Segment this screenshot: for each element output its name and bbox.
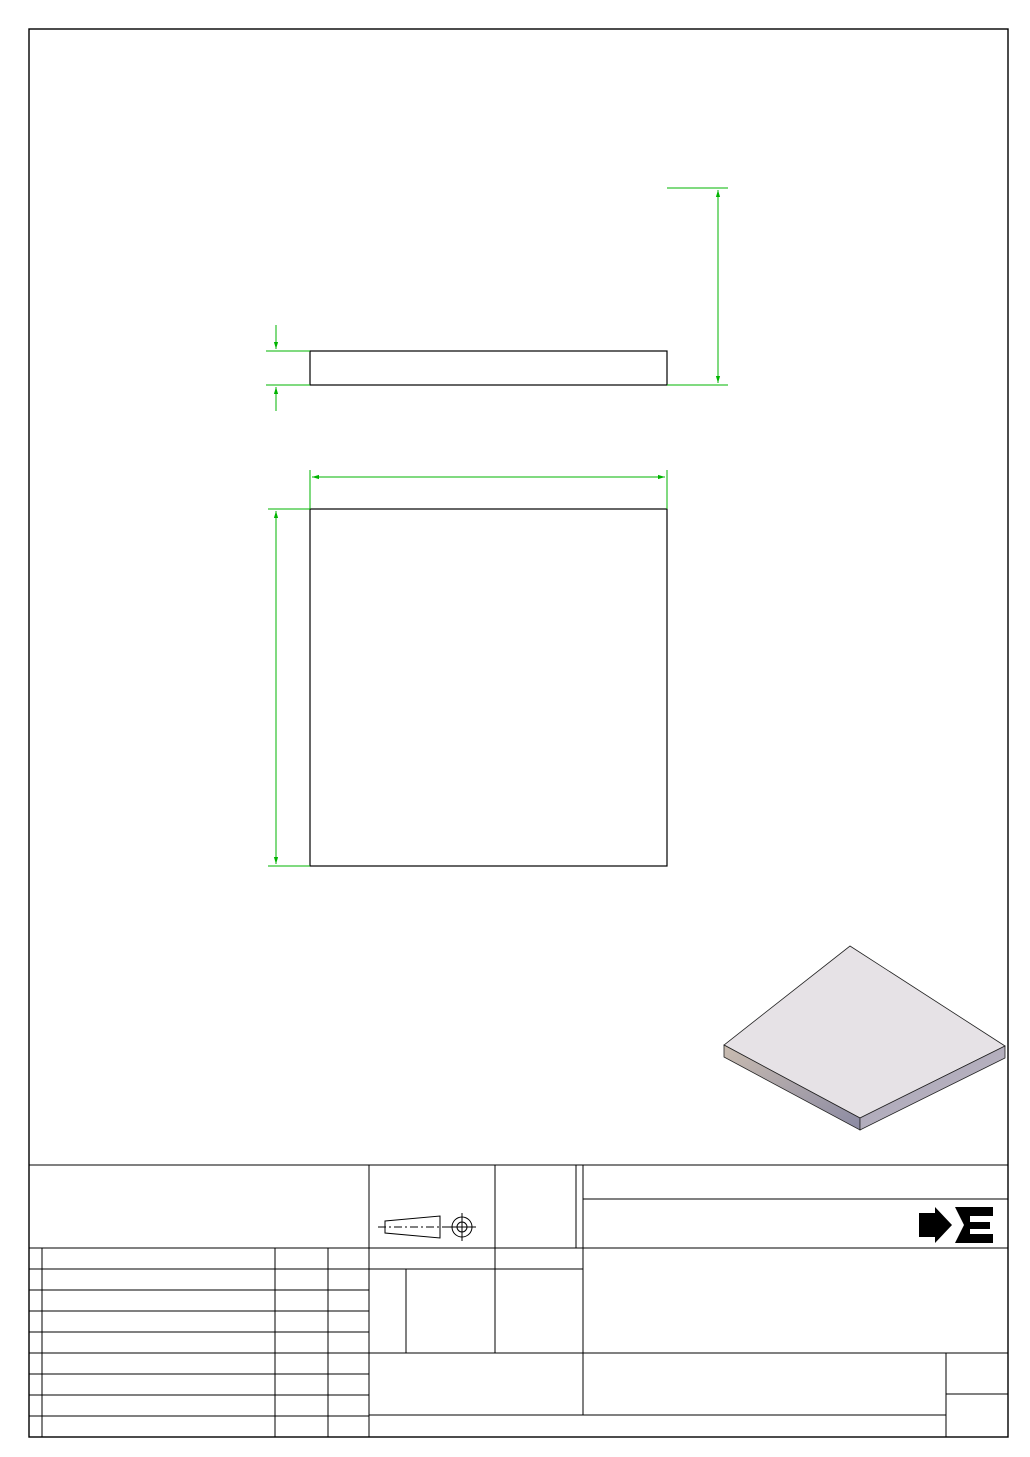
dimension-base (266, 325, 310, 411)
dimension-depth (268, 509, 310, 866)
side-view-base (310, 351, 667, 385)
dimension-height (667, 188, 728, 385)
top-view-outline (310, 509, 667, 866)
isometric-view (724, 946, 1005, 1130)
top-view (310, 509, 667, 866)
iso-base-top (724, 946, 1005, 1118)
fischer-elektronik-logo (919, 1207, 993, 1243)
side-view (310, 351, 667, 385)
title-block (29, 1165, 1008, 1437)
projection-symbol-icon (378, 1213, 476, 1241)
dimension-width (310, 470, 667, 509)
